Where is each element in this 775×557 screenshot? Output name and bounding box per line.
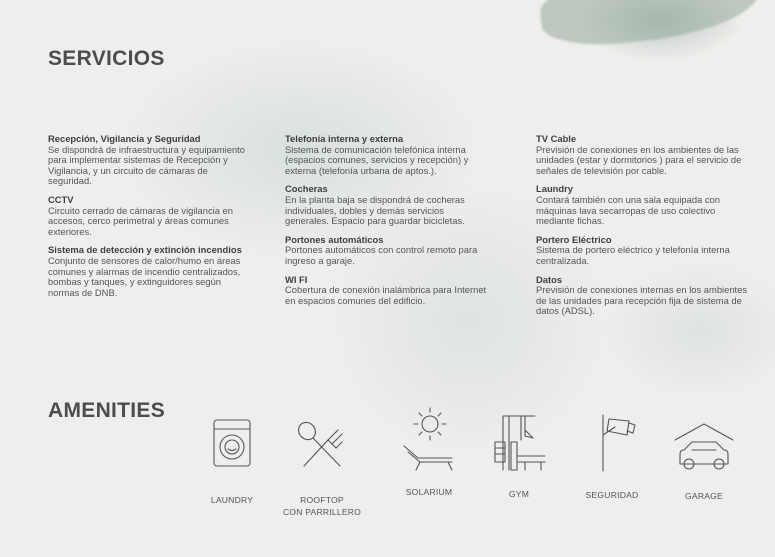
service-description: Contará también con una sala equipada con máquinas lava secarropas de uso colectivo mediante fichas. (536, 193, 720, 227)
service-title: Portero Eléctrico (536, 233, 612, 245)
amenity-label-line-2: CON PARRILLERO (282, 507, 362, 517)
service-title: CCTV (48, 193, 74, 205)
service-title: TV Cable (536, 133, 577, 144)
amenity-label: LAUNDRY (210, 495, 254, 505)
servicios-column-3 (536, 134, 756, 325)
security-camera-icon (585, 413, 639, 473)
servicios-title: SERVICIOS (48, 47, 165, 70)
service-item (48, 134, 253, 187)
service-item (536, 235, 756, 267)
gym-machine-icon (489, 412, 549, 474)
service-description: Previsión de conexiones internas en los ambientes de las unidades para recepción fija de sistema de datos (ADSL). (536, 284, 748, 317)
amenity-label: SOLARIUM (405, 487, 453, 497)
amenity-label: ROOFTOP (300, 495, 344, 505)
service-title: Portones automáticos (285, 233, 384, 245)
service-title: Sistema de detección y extinción incendios (48, 244, 242, 256)
garage-car-icon (672, 422, 736, 474)
amenity-solarium (394, 404, 464, 498)
servicios-column-2 (285, 134, 490, 314)
service-description: Sistema de portero eléctrico y telefonía interna centralizada. (536, 244, 730, 266)
service-item (285, 275, 490, 307)
amenity-seguridad (580, 413, 644, 501)
washing-machine-icon (212, 416, 252, 472)
service-title: Datos (536, 273, 563, 285)
service-item (285, 184, 490, 226)
service-item (536, 275, 756, 317)
service-description: Conjunto de sensores de calor/humo en áreas comunes y alarmas de incendio centralizados, bombas y tanques, y extinguidores según normas de DNB. (48, 254, 241, 298)
service-description: En la planta baja se dispondrá de cocheras individuales, dobles y demás servicios generales. Espacio para guardar bicicletas. (285, 193, 465, 227)
amenity-rooftop (276, 418, 368, 518)
amenity-gym (488, 412, 550, 500)
service-description: Portones automáticos con control remoto para ingreso a garaje. (285, 244, 478, 266)
service-description: Se dispondrá de infraestructura y equipamiento para implementar sistemas de Recepción y Vigilancia, y un circuito de cámaras de seguridad. (48, 143, 245, 187)
service-title: WI FI (285, 273, 308, 285)
service-item (536, 134, 756, 176)
service-item (536, 184, 756, 226)
service-description: Sistema de comunicación telefónica interna (espacios comunes, servicios y recepción) y externa (telefonía urbana de aptos.). (285, 143, 469, 176)
service-title: Telefonía interna y externa (285, 133, 404, 144)
service-title: Recepción, Vigilancia y Seguridad (48, 133, 201, 144)
servicios-column-1 (48, 134, 253, 306)
amenity-garage (670, 422, 738, 502)
service-item (48, 195, 253, 237)
amenity-laundry (196, 416, 268, 506)
service-description: Circuito cerrado de cámaras de vigilancia en accesos, cerco perimetral y áreas comunes exteriores. (48, 204, 233, 237)
service-title: Cocheras (285, 183, 328, 195)
service-title: Laundry (536, 183, 573, 195)
service-description: Cobertura de conexión inalámbrica para Internet en espacios comunes del edificio. (285, 284, 487, 306)
sun-lounger-icon (398, 404, 460, 474)
amenities-title: AMENITIES (48, 399, 166, 422)
service-description: Previsión de conexiones en los ambientes de las unidades (estar y dormitorios ) para el servicio de señales de televisión por cable. (536, 143, 742, 176)
amenity-label: GARAGE (685, 491, 723, 501)
amenity-label: SEGURIDAD (585, 490, 639, 500)
service-item (285, 134, 490, 176)
service-item (285, 235, 490, 267)
service-item (48, 245, 253, 298)
fork-spatula-icon (294, 418, 350, 472)
amenity-label: GYM (508, 489, 530, 499)
